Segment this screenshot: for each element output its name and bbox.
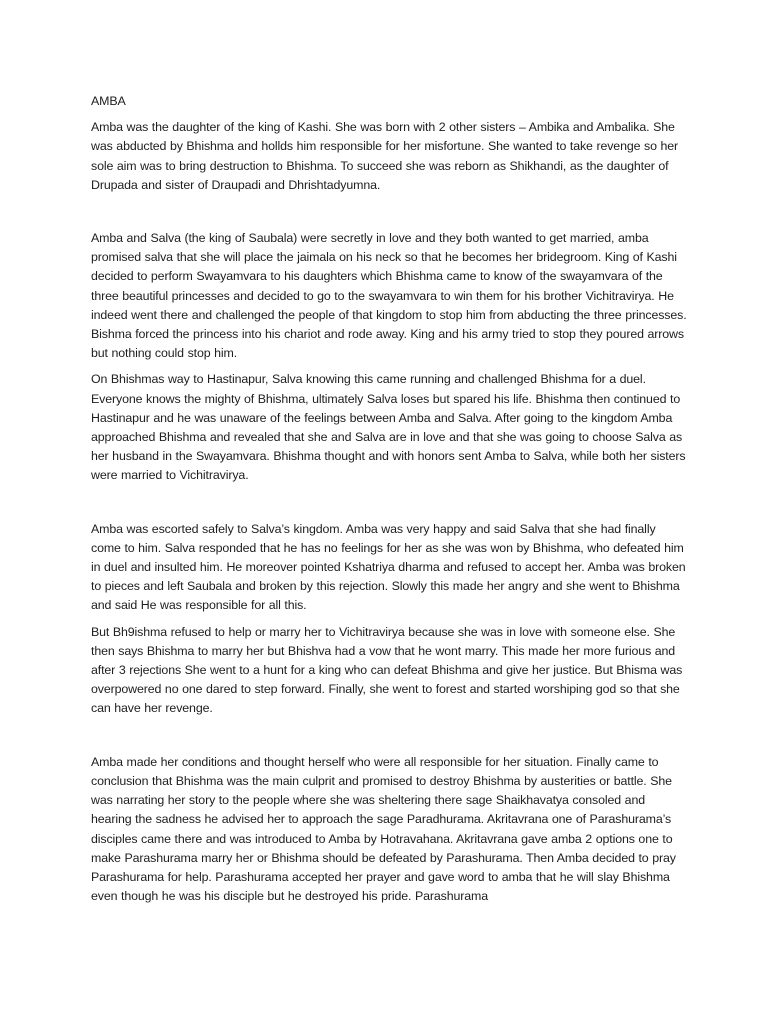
document-body	[91, 92, 687, 906]
paragraph-3: On Bhishmas way to Hastinapur, Salva knowing this came running and challenged Bhishma for a duel. Everyone knows the mighty of Bhishma, ultimately Salva loses but spared his life. Bhishma then continued to Hastinapur and he was unaware of the feelings between Amba and Salva. After going to the kingdom Amba approached Bhishma and revealed that she and Salva are in love and that she was going to choose Salva as her husband in the Swayamvara. Bhishma thought and with honors sent Amba to Salva, while both her sisters were married to Vichitravirya.	[91, 372, 686, 483]
paragraph-6: Amba made her conditions and thought herself who were all responsible for her situation. Finally came to conclusion that Bhishma was the main culprit and promised to destroy Bhishma by austerities or battle. She was narrating her story to the people where she was sheltering there sage Shaikhavatya consoled and hearing the sadness he advised her to approach the sage Paradhurama. Akritavrana one of Parashurama’s disciples came there and was introduced to Amba by Hotravahana. Akritavrana gave amba 2 options one to make Parashurama marry her or Bhishma should be defeated by Parashurama. Then Amba decided to pray Parashurama for help. Parashurama accepted her prayer and gave word to amba that he will slay Bhishma even though he was his disciple but he destroyed his pride. Parashurama	[91, 754, 676, 904]
paragraph-5: But Bh9ishma refused to help or marry her to Vichitravirya because she was in love with someone else. She then says Bhishma to marry her but Bhishva had a vow that he wont marry. This made her more furious and after 3 rejections She went to a hunt for a king who can defeat Bhishma and give her justice. But Bhisma was overpowered no one dared to step forward. Finally, she went to forest and started worshiping god so that she can have her revenge.	[91, 624, 683, 716]
paragraph-2: Amba and Salva (the king of Saubala) were secretly in love and they both wanted to get married, amba promised salva that she will place the jaimala on his neck so that he becomes her bridegroom. King of Kashi decided to perform Swayamvara to his daughters which Bhishma came to know of the swayamvara of the three beautiful princesses and decided to go to the swayamvara to win them for his brother Vichitravirya. He indeed went there and challenged the people of that kingdom to stop him from abducting the three princesses. Bishma forced the princess into his chariot and rode away. King and his army tried to stop they poured arrows but nothing could stop him.	[91, 231, 687, 361]
document-title: AMBA	[91, 94, 126, 108]
paragraph-4: Amba was escorted safely to Salva’s kingdom. Amba was very happy and said Salva that she had finally come to him. Salva responded that he has no feelings for her as she was won by Bhishma, who defeated him in duel and insulted him. He moreover pointed Kshatriya dharma and refused to accept her. Amba was broken to pieces and left Saubala and broken by this rejection. Slowly this made her angry and she went to Bhishma and said He was responsible for all this.	[91, 521, 686, 613]
paragraph-1: Amba was the daughter of the king of Kashi. She was born with 2 other sisters – Ambika and Ambalika. She was abducted by Bhishma and hollds him responsible for her misfortune. She wanted to take revenge so her sole aim was to bring destruction to Bhishma. To succeed she was reborn as Shikhandi, as the daughter of Drupada and sister of Draupadi and Dhrishtadyumna.	[91, 120, 679, 192]
